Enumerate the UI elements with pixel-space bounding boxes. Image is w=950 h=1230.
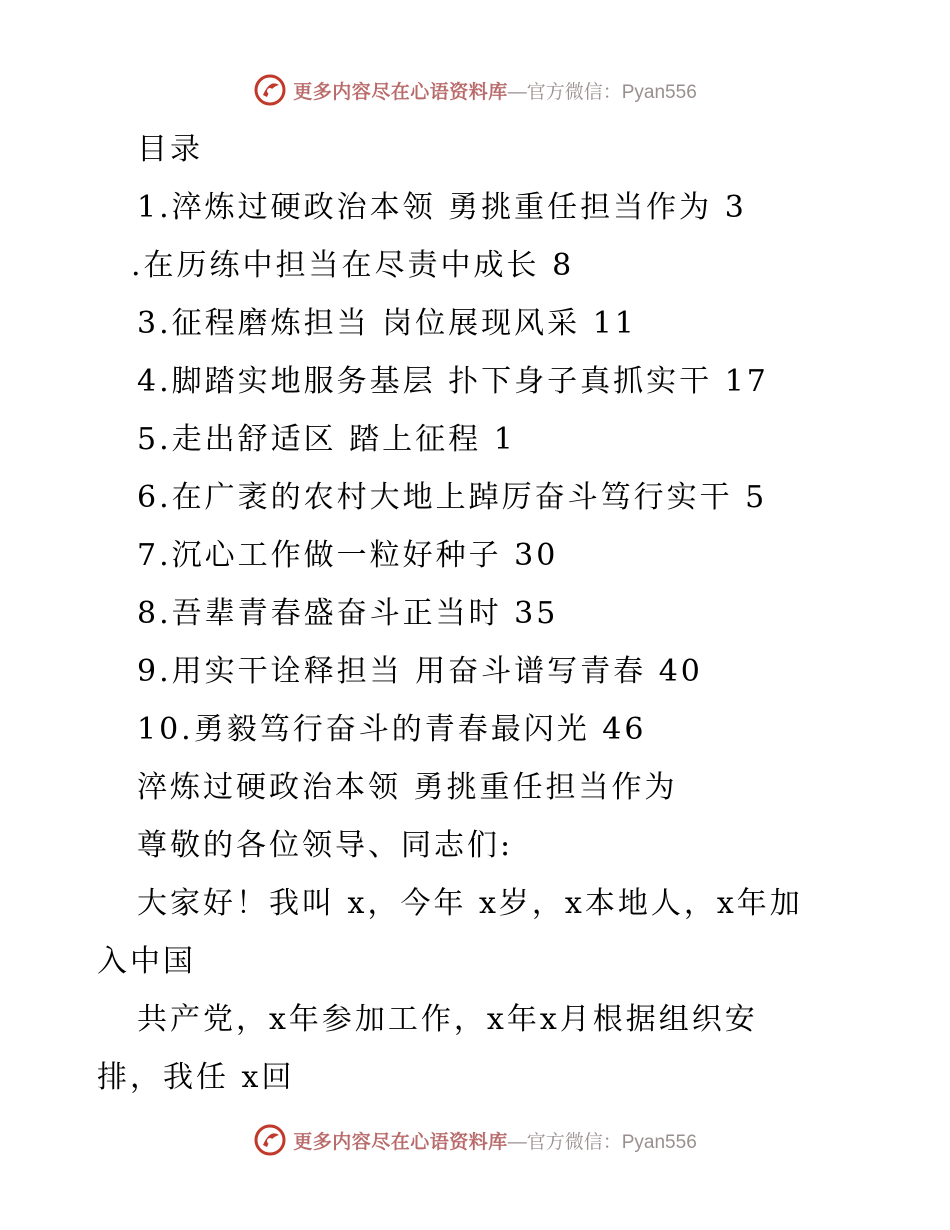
watermark-contact-text: —官方微信：Pyan556 (507, 1131, 697, 1153)
watermark-banner-bottom (0, 1118, 950, 1162)
toc-item: 3.征程磨炼担当 岗位展现风采 11 (137, 306, 637, 341)
watermark-brand-text: 更多内容尽在心语资料库 (293, 1130, 508, 1153)
toc-heading: 目录 (137, 132, 203, 167)
watermark-brand-text: 更多内容尽在心语资料库 (293, 80, 508, 103)
red-swirl-logo-icon (253, 1123, 287, 1157)
toc-item: 5.走出舒适区 踏上征程 1 (137, 422, 516, 457)
article-salutation: 尊敬的各位领导、同志们: (137, 828, 514, 863)
article-paragraph-line: 大家好！我叫 x，今年 x岁，x本地人，x年加 (137, 886, 803, 921)
toc-item: 4.脚踏实地服务基层 扑下身子真抓实干 17 (137, 364, 769, 399)
article-paragraph-line: 排，我任 x回 (97, 1060, 295, 1095)
article-paragraph-line: 入中国 (97, 944, 196, 979)
article-title: 淬炼过硬政治本领 勇挑重任担当作为 (137, 770, 678, 805)
watermark-banner-top (0, 68, 950, 112)
red-swirl-logo-icon (253, 73, 287, 107)
toc-item: 6.在广袤的农村大地上踔厉奋斗笃行实干 5 (137, 480, 768, 515)
toc-item: 1.淬炼过硬政治本领 勇挑重任担当作为 3 (137, 190, 747, 225)
toc-item: 10.勇毅笃行奋斗的青春最闪光 46 (137, 712, 647, 747)
watermark-contact-text: —官方微信：Pyan556 (507, 81, 697, 103)
article-paragraph-line: 共产党，x年参加工作，x年x月根据组织安 (137, 1002, 758, 1037)
toc-item: 9.用实干诠释担当 用奋斗谱写青春 40 (137, 654, 703, 689)
toc-item: .在历练中担当在尽责中成长 8 (131, 248, 575, 283)
toc-item: 8.吾辈青春盛奋斗正当时 35 (137, 596, 559, 631)
toc-item: 7.沉心工作做一粒好种子 30 (137, 538, 559, 573)
